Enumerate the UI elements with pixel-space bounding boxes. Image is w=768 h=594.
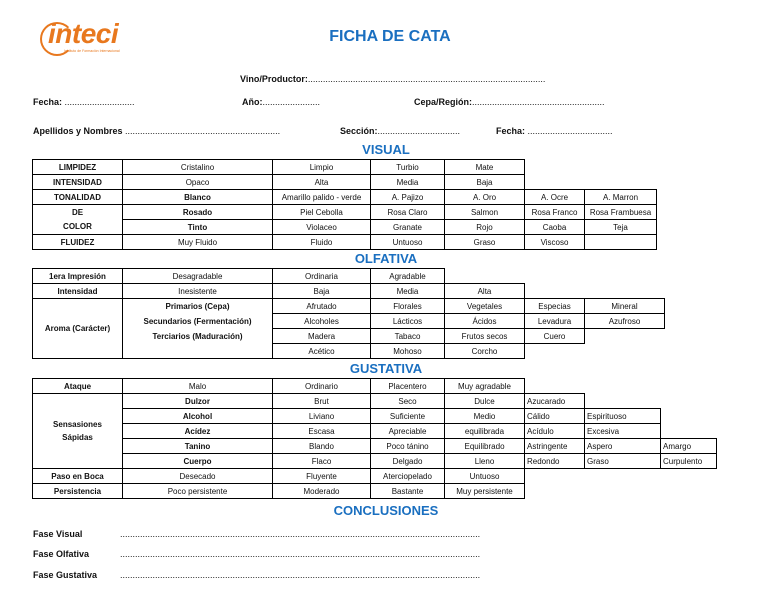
conclusiones-heading: CONCLUSIONES xyxy=(333,503,439,518)
option-cell[interactable]: Mate xyxy=(445,160,525,175)
option-cell[interactable]: Muy Fluido xyxy=(123,235,273,250)
table-row xyxy=(33,484,717,499)
option-cell[interactable]: Astringente xyxy=(525,439,585,454)
option-cell[interactable]: Excesiva xyxy=(585,424,661,439)
limpidez-label: LIMPIDEZ xyxy=(33,160,123,175)
option-cell[interactable]: Alcoholes xyxy=(273,314,371,329)
option-cell[interactable]: Lleno xyxy=(445,454,525,469)
option-cell[interactable]: Teja xyxy=(585,220,657,235)
option-cell[interactable]: A. Ocre xyxy=(525,190,585,205)
option-cell[interactable]: Apreciable xyxy=(371,424,445,439)
option-cell[interactable]: Ácidos xyxy=(445,314,525,329)
table-row xyxy=(33,379,717,394)
option-cell[interactable]: Azucarado xyxy=(525,394,585,409)
intensidad-olf-label: Intensidad xyxy=(33,284,123,299)
option-cell[interactable]: Amarillo palido - verde xyxy=(273,190,371,205)
option-cell[interactable]: Ordinario xyxy=(273,379,371,394)
cepa-label: Cepa/Región: xyxy=(414,97,473,107)
option-cell[interactable]: A. Oro xyxy=(445,190,525,205)
tonalidad-de-label: DE xyxy=(33,205,123,220)
alcohol-label: Alcohol xyxy=(123,409,273,424)
option-cell[interactable]: Seco xyxy=(371,394,445,409)
page-title: FICHA DE CATA xyxy=(329,28,451,45)
table-row xyxy=(33,454,717,469)
table-row xyxy=(33,220,657,235)
option-cell[interactable]: Poco persistente xyxy=(123,484,273,499)
fase-visual-input[interactable] xyxy=(120,529,480,539)
option-cell[interactable]: A. Pajizo xyxy=(371,190,445,205)
fecha-field[interactable] xyxy=(33,97,135,107)
seccion-dots: ................................. xyxy=(377,126,461,136)
tonalidad-label: TONALIDAD xyxy=(33,190,123,205)
cepa-field[interactable] xyxy=(414,97,605,107)
option-cell[interactable]: Salmon xyxy=(445,205,525,220)
option-cell[interactable]: Medio xyxy=(445,409,525,424)
logo-tagline: Instituto de Formación Internacional xyxy=(64,49,120,53)
olfativa-table xyxy=(32,268,665,359)
option-cell[interactable]: Granate xyxy=(371,220,445,235)
table-row xyxy=(33,409,717,424)
fase-gustativa-label: Fase Gustativa xyxy=(33,570,98,580)
option-cell[interactable]: Desagradable xyxy=(123,269,273,284)
fecha-dots: ............................ xyxy=(64,97,135,107)
option-cell[interactable]: Suficiente xyxy=(371,409,445,424)
option-cell[interactable]: Media xyxy=(371,175,445,190)
seccion-field[interactable] xyxy=(340,126,460,136)
table-row xyxy=(33,205,657,220)
option-cell[interactable] xyxy=(585,235,657,250)
option-cell[interactable]: Blando xyxy=(273,439,371,454)
option-cell[interactable]: Especias xyxy=(525,299,585,314)
option-cell[interactable]: Fluido xyxy=(273,235,371,250)
option-cell[interactable]: Malo xyxy=(123,379,273,394)
option-cell[interactable]: Cristalino xyxy=(123,160,273,175)
olfativa-heading: OLFATIVA xyxy=(354,251,418,266)
fecha2-dots: .................................. xyxy=(527,126,613,136)
fase-olfativa-label: Fase Olfativa xyxy=(33,549,90,559)
option-cell[interactable]: Florales xyxy=(371,299,445,314)
option-cell[interactable]: A. Marron xyxy=(585,190,657,205)
option-cell[interactable]: Espirituoso xyxy=(585,409,661,424)
cuerpo-label: Cuerpo xyxy=(123,454,273,469)
aroma-label: Aroma (Carácter) xyxy=(33,299,123,359)
fase-visual-label: Fase Visual xyxy=(33,529,83,539)
fecha2-field[interactable] xyxy=(496,126,613,136)
table-row xyxy=(33,160,657,175)
option-cell[interactable]: Alta xyxy=(445,284,525,299)
option-cell[interactable]: Inesistente xyxy=(123,284,273,299)
option-cell[interactable]: Baja xyxy=(273,284,371,299)
option-cell[interactable]: Redondo xyxy=(525,454,585,469)
option-cell[interactable]: Azufroso xyxy=(585,314,665,329)
option-cell[interactable]: Desecado xyxy=(123,469,273,484)
ataque-label: Ataque xyxy=(33,379,123,394)
option-cell[interactable]: Limpio xyxy=(273,160,371,175)
gustativa-table xyxy=(32,378,717,499)
option-cell[interactable]: Aterciopelado xyxy=(371,469,445,484)
table-row xyxy=(33,424,717,439)
option-cell[interactable]: Cálido xyxy=(525,409,585,424)
option-cell[interactable]: Graso xyxy=(445,235,525,250)
gustativa-heading: GUSTATIVA xyxy=(349,361,423,376)
option-cell[interactable]: Baja xyxy=(445,175,525,190)
option-cell[interactable]: Tabaco xyxy=(371,329,445,344)
option-cell[interactable]: Untuoso xyxy=(371,235,445,250)
option-cell[interactable]: Poco tánino xyxy=(371,439,445,454)
logo-text: inteci xyxy=(48,18,119,49)
fecha2-label: Fecha: xyxy=(496,126,526,136)
fase-gustativa-input[interactable] xyxy=(120,570,480,580)
sensasiones-line2: Sápidas xyxy=(62,433,93,442)
option-cell[interactable]: Placentero xyxy=(371,379,445,394)
table-row xyxy=(33,394,717,409)
option-cell[interactable]: Acético xyxy=(273,344,371,359)
option-cell[interactable]: Media xyxy=(371,284,445,299)
option-cell[interactable]: Brut xyxy=(273,394,371,409)
option-cell[interactable]: Equilibrado xyxy=(445,439,525,454)
primarios-label: Primarios (Cepa) xyxy=(123,299,273,314)
dulzor-label: Dulzor xyxy=(123,394,273,409)
option-cell[interactable]: Cuero xyxy=(525,329,585,344)
visual-heading: VISUAL xyxy=(362,142,410,157)
option-cell[interactable]: Amargo xyxy=(661,439,717,454)
option-cell[interactable]: Rosa Franco xyxy=(525,205,585,220)
secundarios-label: Secundarios (Fermentación) xyxy=(123,314,273,329)
fase-olfativa-input[interactable] xyxy=(120,549,480,559)
impresion-label: 1era Impresión xyxy=(33,269,123,284)
option-cell[interactable]: Bastante xyxy=(371,484,445,499)
ano-dots: ....................... xyxy=(262,97,321,107)
table-row xyxy=(33,175,657,190)
seccion-label: Sección: xyxy=(340,126,378,136)
option-cell[interactable]: Flaco xyxy=(273,454,371,469)
fase-gustativa-dots: ................................................................................................................................................ xyxy=(120,570,481,580)
option-cell[interactable]: Mohoso xyxy=(371,344,445,359)
option-cell[interactable]: Viscoso xyxy=(525,235,585,250)
tanino-label: Tanino xyxy=(123,439,273,454)
color-label: COLOR xyxy=(33,220,123,235)
option-cell[interactable]: Delgado xyxy=(371,454,445,469)
option-cell[interactable]: Moderado xyxy=(273,484,371,499)
table-row xyxy=(33,235,657,250)
fluidez-label: FLUIDEZ xyxy=(33,235,123,250)
option-cell[interactable]: Escasa xyxy=(273,424,371,439)
table-row xyxy=(33,284,665,299)
option-cell[interactable]: Madera xyxy=(273,329,371,344)
apellidos-dots: .............................................................. xyxy=(125,126,281,136)
option-cell[interactable]: Caoba xyxy=(525,220,585,235)
persistencia-label: Persistencia xyxy=(33,484,123,499)
visual-table xyxy=(32,159,657,250)
fase-olfativa-dots: ................................................................................................................................................ xyxy=(120,549,481,559)
ano-field[interactable] xyxy=(242,97,320,107)
table-row xyxy=(33,314,665,329)
option-cell[interactable]: Lácticos xyxy=(371,314,445,329)
option-cell[interactable]: Fluyente xyxy=(273,469,371,484)
option-cell[interactable]: Corcho xyxy=(445,344,525,359)
option-cell[interactable]: Liviano xyxy=(273,409,371,424)
rosado-label: Rosado xyxy=(123,205,273,220)
blanco-label: Blanco xyxy=(123,190,273,205)
acidez-label: Acídez xyxy=(123,424,273,439)
option-cell[interactable]: Aspero xyxy=(585,439,661,454)
sensasiones-label xyxy=(33,394,123,469)
option-cell[interactable]: Rosa Claro xyxy=(371,205,445,220)
intensidad-label: INTENSIDAD xyxy=(33,175,123,190)
table-row xyxy=(33,439,717,454)
paso-label: Paso en Boca xyxy=(33,469,123,484)
option-cell[interactable]: Afrutado xyxy=(273,299,371,314)
apellidos-label: Apellidos y Nombres xyxy=(33,126,123,136)
option-cell[interactable]: Muy agradable xyxy=(445,379,525,394)
table-row xyxy=(33,344,665,359)
option-cell[interactable]: Untuoso xyxy=(445,469,525,484)
fecha-label: Fecha: xyxy=(33,97,63,107)
table-row xyxy=(33,469,717,484)
option-cell[interactable]: Levadura xyxy=(525,314,585,329)
fase-visual-dots: ................................................................................................................................................ xyxy=(120,529,481,539)
option-cell[interactable]: Frutos secos xyxy=(445,329,525,344)
table-row xyxy=(33,269,665,284)
option-cell[interactable]: equilibrada xyxy=(445,424,525,439)
vino-dots: ............................................................................................... xyxy=(307,74,546,84)
option-cell[interactable]: Agradable xyxy=(371,269,445,284)
option-cell[interactable]: Rosa Frambuesa xyxy=(585,205,657,220)
option-cell[interactable]: Alta xyxy=(273,175,371,190)
table-row xyxy=(33,329,665,344)
terciarios-label: Terciarios (Maduración) xyxy=(123,329,273,344)
option-cell[interactable]: Piel Cebolla xyxy=(273,205,371,220)
option-cell[interactable]: Dulce xyxy=(445,394,525,409)
cepa-dots: ..................................................... xyxy=(472,97,605,107)
sensasiones-line1: Sensasiones xyxy=(53,420,102,429)
option-cell[interactable]: Curpulento xyxy=(661,454,717,469)
vino-field[interactable] xyxy=(240,74,545,84)
option-cell[interactable]: Turbio xyxy=(371,160,445,175)
option-cell[interactable]: Rojo xyxy=(445,220,525,235)
option-cell[interactable]: Acídulo xyxy=(525,424,585,439)
table-row xyxy=(33,190,657,205)
option-cell[interactable]: Ordinaria xyxy=(273,269,371,284)
option-cell[interactable]: Muy persistente xyxy=(445,484,525,499)
option-cell[interactable]: Violaceo xyxy=(273,220,371,235)
option-cell[interactable]: Mineral xyxy=(585,299,665,314)
apellidos-field[interactable] xyxy=(33,126,280,136)
option-cell[interactable]: Opaco xyxy=(123,175,273,190)
option-cell[interactable]: Vegetales xyxy=(445,299,525,314)
ano-label: Año: xyxy=(242,97,263,107)
tinto-label: Tinto xyxy=(123,220,273,235)
option-cell[interactable]: Graso xyxy=(585,454,661,469)
vino-label: Vino/Productor: xyxy=(240,74,308,84)
table-row xyxy=(33,299,665,314)
